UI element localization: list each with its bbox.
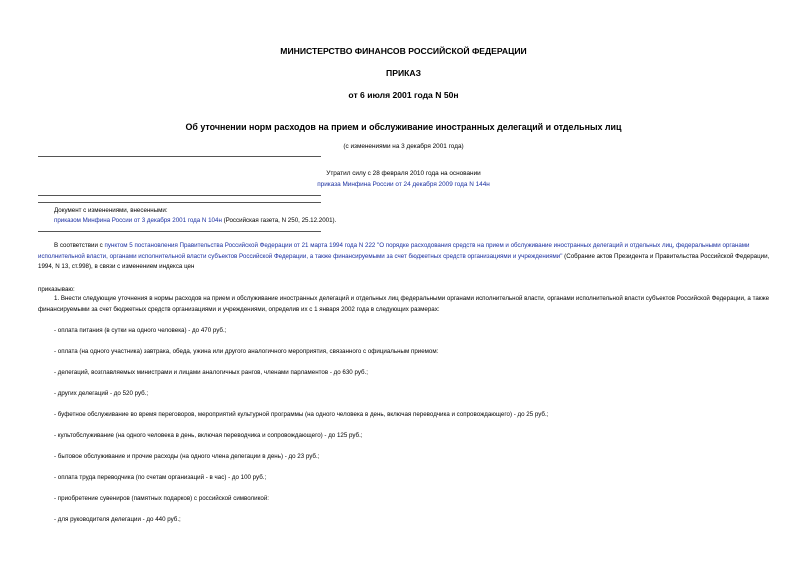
divider <box>38 202 321 203</box>
date-number-heading: от 6 июля 2001 года N 50н <box>348 90 459 100</box>
expired-order-link[interactable]: приказа Минфина России от 24 декабря 2009 года N 144н <box>317 181 490 188</box>
doc-type-heading: ПРИКАЗ <box>386 68 421 78</box>
expired-link-line <box>0 181 807 188</box>
order-word: приказываю: <box>38 286 75 293</box>
list-item: - буфетное обслуживание во время переговоров, мероприятий культурной программы (на одного человека в день, включая переводчика и сопровождающего) - до 25 руб.; <box>54 411 549 418</box>
list-item: - приобретение сувениров (памятных подарков) с российской символикой: <box>54 495 270 502</box>
list-item: - других делегаций - до 520 руб.; <box>54 390 149 397</box>
preamble-paragraph <box>38 241 771 273</box>
item-1-paragraph: 1. Внести следующие уточнения в нормы расходов на прием и обслуживание иностранных делегаций и отдельных лиц федеральными органами исполнительной власти, органами исполнительной власти субъектов Российской Федерации, а также финансируемыми за счет бюджетных средств организациями и учреждениями, определив их с 1 января 2002 года в следующих размерах: <box>38 295 770 313</box>
divider <box>38 156 321 157</box>
preamble-start: В соответствии с <box>54 242 105 249</box>
ministry-heading: МИНИСТЕРСТВО ФИНАНСОВ РОССИЙСКОЙ ФЕДЕРАЦИИ <box>280 46 527 56</box>
preamble-end: (Собрание актов Президента и Правительства Российской Федерации, 1994, N 13, ст.998), в связи с изменением индекса цен <box>38 252 770 271</box>
changes-line <box>54 217 336 224</box>
list-item: - бытовое обслуживание и прочие расходы (на одного члена делегации в день) - до 23 руб.; <box>54 453 320 460</box>
list-item: - культобслуживание (на одного человека в день, включая переводчика и сопровождающего) - до 125 руб.; <box>54 432 363 439</box>
list-item: - делегаций, возглавляемых министрами и лицами аналогичных рангов, членами парламентов - до 630 руб.; <box>54 369 368 376</box>
resolution-link[interactable]: пунктом 5 постановления Правительства Российской Федерации от 21 марта 1994 года N 222 "О порядке расходования средств на прием и обслуживание иностранных делегаций и отдельных лиц, федеральными органами исполнительной власти, органами исполнительной власти субъектов Российской Федерации, а также финансируемыми за счет бюджетных средств организациями и учреждениями" <box>38 242 750 260</box>
divider <box>38 195 321 196</box>
expired-note: Утратил силу с 28 февраля 2010 года на основании <box>326 170 481 177</box>
amending-order-link[interactable]: приказом Минфина России от 3 декабря 2001 года N 104н <box>54 217 222 224</box>
list-item: - оплата питания (в сутки на одного человека) - до 470 руб.; <box>54 327 227 334</box>
list-item: - оплата труда переводчика (по счетам организаций - в час) - до 100 руб.; <box>54 474 267 481</box>
list-item: - для руководителя делегации - до 440 руб.; <box>54 516 181 523</box>
list-item: - оплата (на одного участника) завтрака, обеда, ужина или другого аналогичного мероприятия, связанного с официальным приемом: <box>54 348 439 355</box>
document-title: Об уточнении норм расходов на прием и обслуживание иностранных делегаций и отдельных лиц <box>185 122 622 132</box>
amendment-note: (с изменениями на 3 декабря 2001 года) <box>343 143 464 150</box>
changes-intro: Документ с изменениями, внесенными: <box>54 207 168 214</box>
changes-source: (Российская газета, N 250, 25.12.2001). <box>221 217 337 224</box>
divider <box>38 231 321 232</box>
